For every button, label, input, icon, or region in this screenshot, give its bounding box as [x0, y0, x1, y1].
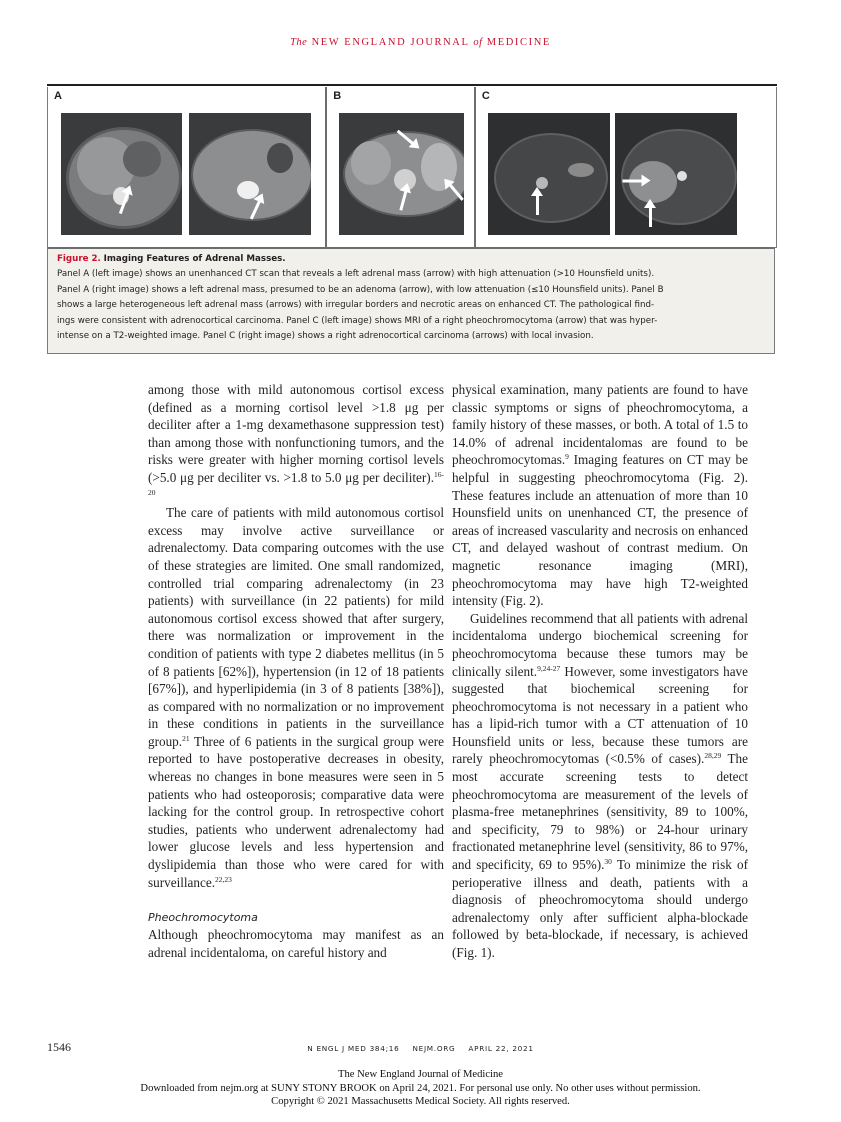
paragraph: Although pheochromocytoma may manifest as an adrenal incidentaloma, on careful history and: [148, 927, 444, 960]
reference[interactable]: 9: [565, 452, 569, 462]
notice-download: Downloaded from nejm.org at SUNY STONY BROOK on April 24, 2021. For personal use only. No other uses without permission.: [140, 1082, 701, 1094]
arrow-icon: [536, 193, 539, 215]
caption-line: intense on a T2-weighted image. Panel C (right image) shows a right adrenocortical carcinoma (arrows) with local invasion.: [57, 331, 594, 342]
notice-journal: The New England Journal of Medicine: [337, 1069, 504, 1080]
paragraph: among those with mild autonomous cortisol excess (defined as a morning cortisol level >1.8 μg per deciliter after a 1-mg dexamethasone suppression test) than among those with nonfunctioning tumors, and the risks were greater with higher morning cortisol levels (>5.0 μg per deciliter vs. >1.8 to 5.0 μg per deciliter).$^{16-20}$: [148, 382, 444, 497]
running-head-the: The: [290, 37, 308, 48]
figure-caption: [47, 247, 775, 354]
reference[interactable]: 22,23: [215, 874, 232, 884]
citation-site[interactable]: NEJM.ORG: [412, 1044, 456, 1053]
reference[interactable]: 9,24-27: [537, 663, 561, 673]
caption-heading: [57, 252, 766, 267]
left-column: [148, 381, 444, 962]
caption-line: Panel A (left image) shows an unenhanced CT scan that reveals a left adrenal mass (arrow) with high attenuation (>10 Hounsfield units).: [57, 269, 655, 280]
reference[interactable]: 30: [604, 857, 612, 867]
reference[interactable]: 16-20: [148, 469, 444, 497]
caption-line: Panel A (right image) shows a left adrenal mass, presumed to be an adenoma (arrow), with low attenuation (≤10 Hounsfield units). Panel B: [57, 284, 664, 295]
figure-panels: [47, 87, 777, 248]
running-head-title-end: MEDICINE: [486, 37, 551, 48]
figure-top-rule: [47, 84, 777, 86]
reference[interactable]: 21: [182, 733, 190, 743]
paragraph: Guidelines recommend that all patients with adrenal incidentaloma undergo biochemical screening for pheochromocytoma because these tumors may be clinically silent.$^{9,24-27}$ However, some investigators have suggested that biochemical screening for pheochromocytoma is not necessary in a patient who has a lipid-rich tumor with a CT attenuation of 10 Hounsfield units or less, because these tumors are rarely pheochromocytomas (<0.5% of cases).$^{28,29}$ The most accurate screening tests to detect pheochromocytoma are measurement of the levels of plasma-free metanephrines (sensitivity, 89 to 100%, and specificity, 79 to 98%) or 24-hour urinary fractionated metanephrine level (sensitivity, 86 to 97%, and specificity, 69 to 95%).$^{30}$ To minimize the risk of perioperative illness and death, patients with a diagnosis of pheochromocytoma should undergo adrenalectomy only after sufficient alpha-blockade followed by beta-blockade, if necessary, is achieved (Fig. 1).: [452, 610, 748, 960]
arrow-icon: [622, 180, 644, 183]
figure-2: [47, 84, 777, 356]
running-head-of: of: [473, 37, 483, 48]
mri-image-c-left: [488, 113, 610, 235]
panel-b: [327, 87, 476, 247]
ct-scan-image-b: [339, 113, 464, 235]
running-head: [0, 37, 841, 48]
arrow-icon: [649, 205, 652, 227]
running-head-title: NEW ENGLAND JOURNAL: [311, 37, 470, 48]
journal-citation: [0, 1044, 841, 1053]
paragraph: The care of patients with mild autonomous cortisol excess may involve active surveillance or adrenalectomy. Data comparing outcomes with the use of these strategies are limited. One small randomized, controlled trial comparing adrenalectomy (in 23 patients) with surveillance (in 22 patients) for mild autonomous cortisol excess showed that after surgery, there was normalization or improvement in the condition of patients with type 2 diabetes mellitus (in 5 of 8 patients [62%]), hypertension (in 12 of 18 patients [67%]), and hyperlipidemia (in 3 of 8 patients [38%]), as compared with no normalization or no improvement in these conditions in patients in the surveillance group.$^{21}$ Three of 6 patients in the surgical group were reported to have postoperative decreases in obesity, whereas no changes in bone measures were seen in 5 patients who had osteoporosis; comparative data were lacking for the control group. In retrospective cohort studies, patients who underwent adrenalectomy had lower glucose levels and less hypertension and dyslipidemia than those who were cared for with surveillance.$^{22,23}$: [148, 505, 444, 890]
paragraph: physical examination, many patients are found to have classic symptoms or signs of pheochromocytoma, a family history of these masses, or both. A total of 1.5 to 14.0% of adrenal incidentalomas are found to be pheochromocytomas.$^9$ Imaging features on CT may be helpful in suggesting pheochromocytoma (Fig. 2). These features include an attenuation of more than 10 Hounsfield units on unenhanced CT, the presence of areas of increased vascularity and necrosis on enhanced CT, and delayed washout of contrast medium. On magnetic resonance imaging (MRI), pheochromocytoma may have high T2-weighted intensity (Fig. 2).: [452, 382, 748, 609]
right-column: [452, 381, 748, 962]
notice-copyright: Copyright © 2021 Massachusetts Medical Society. All rights reserved.: [271, 1096, 570, 1108]
body-columns: [148, 381, 748, 962]
ct-scan-image-a-left: [61, 113, 182, 235]
panel-c-label: C: [481, 90, 490, 102]
reference[interactable]: 28,29: [704, 751, 722, 761]
figure-title: Imaging Features of Adrenal Masses.: [103, 254, 286, 264]
caption-line: shows a large heterogeneous left adrenal mass (arrows) with irregular borders and necrotic areas on enhanced CT. The pathological find-: [57, 300, 655, 311]
page-number: 1546: [47, 1040, 71, 1054]
mri-image-c-right: [615, 113, 737, 235]
download-notice: [0, 1068, 841, 1109]
panel-a-label: A: [54, 90, 62, 102]
citation-date: APRIL 22, 2021: [468, 1044, 534, 1053]
panel-a: [48, 87, 327, 247]
ct-scan-image-a-right: [189, 113, 311, 235]
citation-volume: N ENGL J MED 384;16: [307, 1044, 400, 1053]
figure-number: Figure 2.: [57, 254, 101, 264]
panel-b-label: B: [333, 90, 342, 102]
section-subheading: Pheochromocytoma: [148, 910, 258, 924]
panel-c: [476, 87, 776, 247]
caption-line: ings were consistent with adrenocortical carcinoma. Panel C (left image) shows MRI of a right pheochromocytoma (arrow) that was hyper-: [57, 315, 658, 326]
